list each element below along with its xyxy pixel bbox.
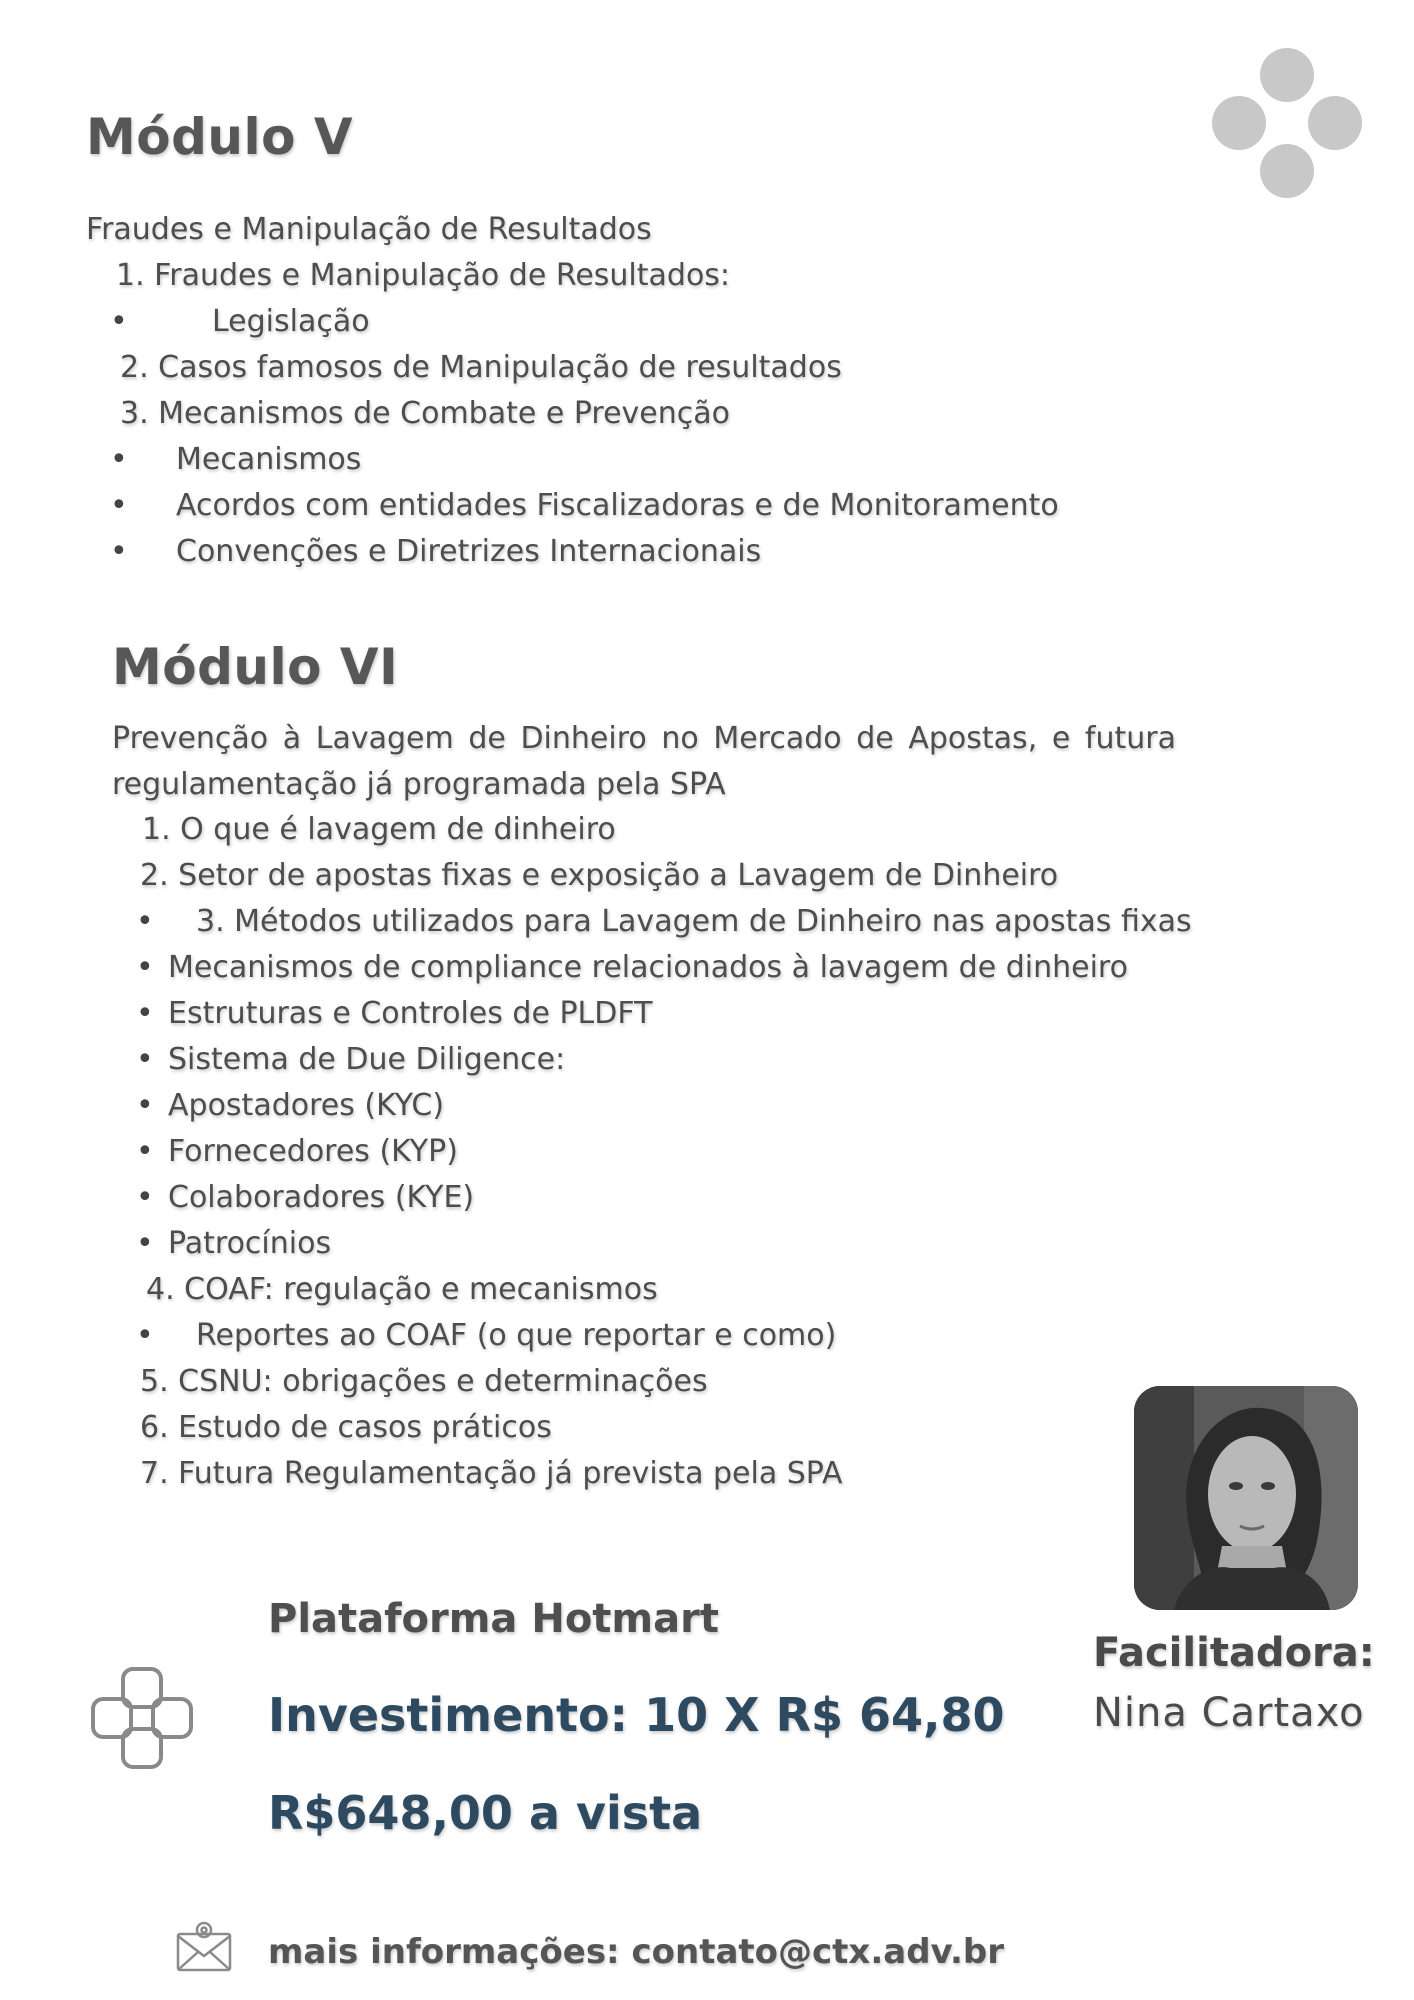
bullet-icon: • xyxy=(136,1226,154,1261)
envelope-icon xyxy=(174,1918,234,1974)
bullet-icon: • xyxy=(136,950,154,985)
modulo-v-title: Módulo V xyxy=(86,108,354,166)
modulo-vi-item-3: 3. Métodos utilizados para Lavagem de Dinheiro nas apostas fixas xyxy=(196,904,1192,939)
modulo-vi-subitem-pldft: Estruturas e Controles de PLDFT xyxy=(168,996,653,1031)
four-circles-icon xyxy=(1212,48,1362,198)
modulo-vi-subitem-due-diligence: Sistema de Due Diligence: xyxy=(168,1042,566,1077)
modulo-vi-subitem-kyp: Fornecedores (KYP) xyxy=(168,1134,458,1169)
bullet-icon: • xyxy=(136,1134,154,1169)
modulo-vi-item-5: 5. CSNU: obrigações e determinações xyxy=(140,1364,708,1399)
facilitator-photo xyxy=(1134,1386,1358,1610)
modulo-v-subitem-legislacao: Legislação xyxy=(212,304,370,339)
modulo-vi-item-7: 7. Futura Regulamentação já prevista pela SPA xyxy=(140,1456,843,1491)
modulo-v-item-3: 3. Mecanismos de Combate e Prevenção xyxy=(120,396,730,431)
facilitator-label: Facilitadora: xyxy=(1093,1630,1375,1676)
bullet-icon: • xyxy=(136,1042,154,1077)
bullet-icon: • xyxy=(136,1088,154,1123)
modulo-v-subitem-convencoes: Convenções e Diretrizes Internacionais xyxy=(176,534,762,569)
modulo-vi-subitem-kyc: Apostadores (KYC) xyxy=(168,1088,445,1123)
bullet-icon: • xyxy=(136,1318,154,1353)
modulo-v-item-1: 1. Fraudes e Manipulação de Resultados: xyxy=(116,258,731,293)
modulo-vi-item-4: 4. COAF: regulação e mecanismos xyxy=(146,1272,658,1307)
modulo-vi-subitem-reportes: Reportes ao COAF (o que reportar e como) xyxy=(196,1318,837,1353)
plus-outline-icon xyxy=(90,1666,194,1770)
bullet-icon: • xyxy=(136,1180,154,1215)
bullet-icon: • xyxy=(110,442,128,477)
facilitator-name: Nina Cartaxo xyxy=(1093,1690,1365,1736)
platform-label: Plataforma Hotmart xyxy=(268,1596,719,1642)
modulo-vi-intro: Prevenção à Lavagem de Dinheiro no Mercado de Apostas, e futura regulamentação já programada pela SPA xyxy=(112,721,1176,802)
bullet-icon: • xyxy=(110,534,128,569)
bullet-icon: • xyxy=(110,488,128,523)
modulo-vi-subitem-patrocinios: Patrocínios xyxy=(168,1226,332,1261)
investment-price: Investimento: 10 X R$ 64,80 xyxy=(268,1688,1005,1742)
modulo-vi-title: Módulo VI xyxy=(112,638,399,696)
modulo-vi-subitem-kye: Colaboradores (KYE) xyxy=(168,1180,475,1215)
modulo-v-subitem-acordos: Acordos com entidades Fiscalizadoras e de Monitoramento xyxy=(176,488,1059,523)
modulo-vi-subitem-compliance: Mecanismos de compliance relacionados à lavagem de dinheiro xyxy=(168,950,1128,985)
contact-info[interactable]: mais informações: contato@ctx.adv.br xyxy=(268,1932,1004,1972)
bullet-icon: • xyxy=(110,304,128,339)
cash-price: R$648,00 a vista xyxy=(268,1786,703,1840)
modulo-v-subtitle: Fraudes e Manipulação de Resultados xyxy=(86,212,652,247)
bullet-icon: • xyxy=(136,904,154,939)
modulo-vi-item-6: 6. Estudo de casos práticos xyxy=(140,1410,552,1445)
modulo-v-item-2: 2. Casos famosos de Manipulação de resultados xyxy=(120,350,842,385)
bullet-icon: • xyxy=(136,996,154,1031)
modulo-vi-item-2: 2. Setor de apostas fixas e exposição a Lavagem de Dinheiro xyxy=(140,858,1059,893)
modulo-vi-item-1: 1. O que é lavagem de dinheiro xyxy=(142,812,616,847)
modulo-v-subitem-mecanismos: Mecanismos xyxy=(176,442,362,477)
